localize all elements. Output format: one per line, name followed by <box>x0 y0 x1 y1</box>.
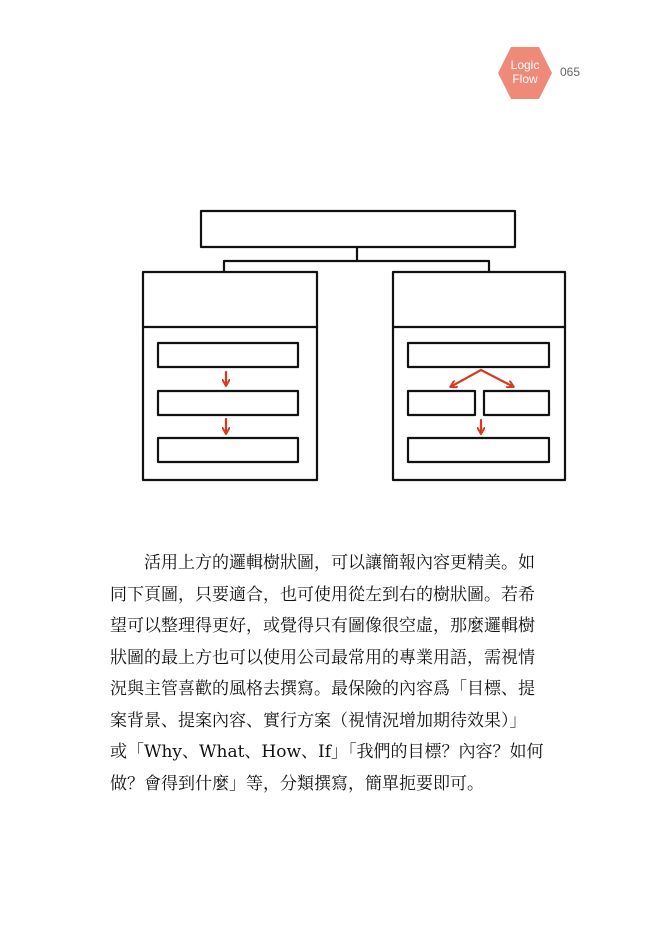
right-box-1 <box>408 343 549 367</box>
text-line: 望可以整理得更好，或覺得只有圖像很空虛，那麼邏輯樹 <box>110 616 535 636</box>
right-box-2b <box>484 391 549 415</box>
left-box-3 <box>158 438 298 462</box>
split-arrow-left-icon <box>452 370 481 386</box>
top-box <box>201 211 515 247</box>
left-panel <box>143 272 317 480</box>
split-arrow-right-icon <box>481 370 512 386</box>
text-line: 活用上方的邏輯樹狀圖，可以讓簡報內容更精美。如 <box>110 553 535 573</box>
badge-line-2: Flow <box>512 72 538 86</box>
right-panel <box>393 272 565 480</box>
text-line: 狀圖的最上方也可以使用公司最常用的專業用語，需視情 <box>110 647 535 668</box>
right-box-3 <box>408 438 549 462</box>
body-paragraph <box>110 548 580 800</box>
tree-connector <box>224 247 489 272</box>
right-box-2a <box>408 391 475 415</box>
text-line: 做？會得到什麼」等，分類撰寫，簡單扼要即可。 <box>110 773 484 794</box>
text-line: 同下頁圖，只要適合，也可使用從左到右的樹狀圖。若希 <box>110 584 535 605</box>
text-line: 況與主管喜歡的風格去撰寫。最保險的內容爲「目標、提 <box>110 679 535 699</box>
left-box-1 <box>158 343 298 367</box>
text-line: 案背景、提案內容、實行方案（視情況增加期待效果）」 <box>110 710 527 731</box>
page-number: 065 <box>560 65 581 79</box>
text-line: 或「Why、What、How、If」「我們的目標？內容？如何 <box>110 742 544 762</box>
badge-line-1: Logic <box>510 58 540 72</box>
left-box-2 <box>158 391 298 415</box>
